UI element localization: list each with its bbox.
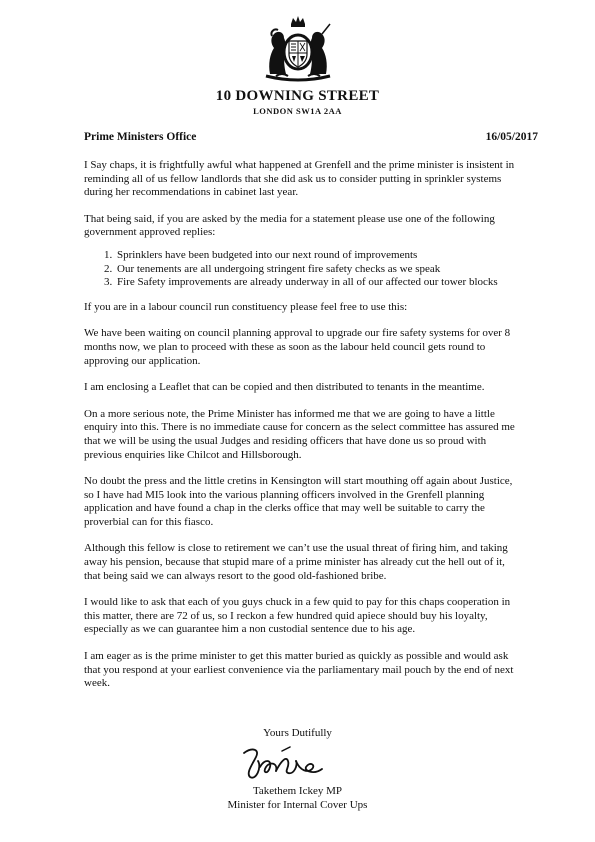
- closing-salutation: Yours Dutifully: [263, 727, 332, 739]
- paragraph: Although this fellow is close to retirement we can’t use the usual threat of firing him, and taking away his pension, because that stupid mare of a prime minister has already cut the hell out of it, that being said we can always resort to the good old-fashioned bribe.: [84, 542, 508, 582]
- sender-office: Prime Ministers Office: [84, 131, 197, 143]
- paragraph: If you are in a labour council run constituency please feel free to use this:: [84, 300, 408, 313]
- paragraph: We have been waiting on council planning approval to upgrade our fire safety systems for over 8 months now, we plan to proceed with these as soon as the labour held council gets round to approving our application.: [84, 327, 511, 367]
- letter-body: [84, 159, 524, 704]
- handwritten-signature-icon: [238, 743, 326, 783]
- list-item: 3. Fire Safety improvements are already underway in all of our affected our tower blocks: [115, 276, 524, 290]
- signatory-name: Takethem Ickey MP: [252, 785, 343, 797]
- list-item: 2. Our tenements are all undergoing stringent fire safety checks as we speak: [115, 263, 524, 277]
- address-line-city: LONDON SW1A 2AA: [253, 106, 342, 116]
- royal-coat-of-arms-icon: [262, 14, 334, 84]
- approved-replies-list: [84, 249, 524, 290]
- paragraph: On a more serious note, the Prime Minister has informed me that we are going to have a little enquiry into this. There is no immediate cause for concern as the select committee has assured me that we will be using the usual Judges and residing officers that have done us so proud with previous enquiries like Chilcot and Hillsborough.: [84, 407, 515, 461]
- paragraph: No doubt the press and the little cretins in Kensington will start mouthing off again about Justice, so I have had MI5 look into the various planning officers involved in the Grenfell planning application and have found a chap in the clerks office that may well be suitable to carry the proverbial can for this fiasco.: [84, 475, 513, 528]
- signatory-title: Minister for Internal Cover Ups: [227, 799, 368, 811]
- paragraph: I am eager as is the prime minister to get this matter buried as quickly as possible and would ask that you respond at your earliest convenience via the parliamentary mail pouch by the end of next week.: [84, 650, 514, 690]
- list-item: 1. Sprinklers have been budgeted into our next round of improvements: [115, 249, 524, 263]
- paragraph: That being said, if you are asked by the media for a statement please use one of the following government approved replies:: [84, 212, 495, 239]
- paragraph: I Say chaps, it is frightfully awful what happened at Grenfell and the prime minister is insistent in reminding all of us fellow landlords that she did ask us to consider putting in sprinkler systems during her recommendations in cabinet last year.: [84, 159, 515, 199]
- letter-date: 16/05/2017: [485, 131, 538, 143]
- paragraph: I would like to ask that each of you guys chuck in a few quid to pay for this chaps cooperation in this matter, there are 72 of us, so I reckon a few hundred quid apiece should buy his loyalty, especially as we can guarantee him a non custodial sentence due to his age.: [84, 596, 511, 636]
- paragraph: I am enclosing a Leaflet that can be copied and then distributed to tenants in the meantime.: [84, 381, 485, 394]
- address-line-street: 10 DOWNING STREET: [215, 88, 380, 104]
